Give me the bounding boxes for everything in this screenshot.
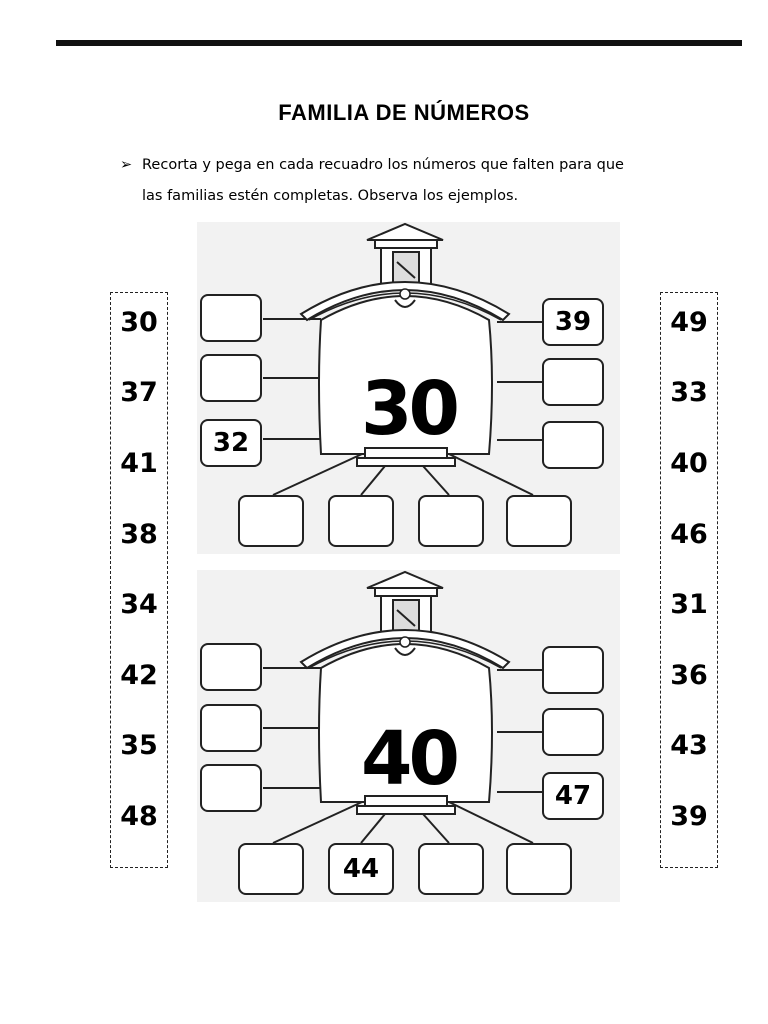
- answer-box-right-3[interactable]: [542, 421, 604, 469]
- strip-number[interactable]: 43: [670, 730, 708, 761]
- instruction-text: [120, 150, 720, 212]
- answer-box-bottom-2[interactable]: 44: [328, 843, 394, 895]
- answer-box-right-3[interactable]: 47: [542, 772, 604, 820]
- instruction-line-2: las familias estén completas. Observa los ejemplos.: [142, 188, 519, 204]
- bullet-arrow-icon: ➢: [120, 157, 133, 173]
- strip-number[interactable]: 35: [120, 730, 158, 761]
- answer-box-bottom-1[interactable]: [238, 843, 304, 895]
- answer-box-bottom-4[interactable]: [506, 495, 572, 547]
- left-number-strip: [110, 292, 168, 868]
- strip-number[interactable]: 46: [670, 519, 708, 550]
- answer-box-bottom-4[interactable]: [506, 843, 572, 895]
- answer-box-left-3[interactable]: 32: [200, 419, 262, 467]
- strip-number[interactable]: 48: [120, 801, 158, 832]
- strip-number[interactable]: 31: [670, 589, 708, 620]
- family-number: 30: [361, 366, 456, 452]
- answer-box-bottom-3[interactable]: [418, 843, 484, 895]
- answer-box-right-1[interactable]: 39: [542, 298, 604, 346]
- answer-box-left-1[interactable]: [200, 643, 262, 691]
- family-number: 40: [361, 716, 456, 802]
- strip-number[interactable]: 41: [120, 448, 158, 479]
- answer-box-left-2[interactable]: [200, 704, 262, 752]
- right-number-strip: [660, 292, 718, 868]
- strip-number[interactable]: 39: [670, 801, 708, 832]
- strip-number[interactable]: 37: [120, 377, 158, 408]
- strip-number[interactable]: 34: [120, 589, 158, 620]
- instruction-line-1: Recorta y pega en cada recuadro los números que falten para que: [142, 157, 624, 173]
- strip-number[interactable]: 38: [120, 519, 158, 550]
- house-family-40: [197, 570, 620, 902]
- top-rule: [56, 40, 742, 46]
- answer-box-right-1[interactable]: [542, 646, 604, 694]
- strip-number[interactable]: 36: [670, 660, 708, 691]
- strip-number[interactable]: 30: [120, 307, 158, 338]
- strip-number[interactable]: 42: [120, 660, 158, 691]
- strip-number[interactable]: 40: [670, 448, 708, 479]
- answer-box-right-2[interactable]: [542, 708, 604, 756]
- strip-number[interactable]: 33: [670, 377, 708, 408]
- answer-box-left-1[interactable]: [200, 294, 262, 342]
- answer-box-left-2[interactable]: [200, 354, 262, 402]
- answer-box-left-3[interactable]: [200, 764, 262, 812]
- house-family-30: [197, 222, 620, 554]
- answer-box-bottom-3[interactable]: [418, 495, 484, 547]
- answer-box-bottom-2[interactable]: [328, 495, 394, 547]
- strip-number[interactable]: 49: [670, 307, 708, 338]
- answer-box-right-2[interactable]: [542, 358, 604, 406]
- answer-box-bottom-1[interactable]: [238, 495, 304, 547]
- worksheet-title: FAMILIA DE NÚMEROS: [278, 100, 530, 125]
